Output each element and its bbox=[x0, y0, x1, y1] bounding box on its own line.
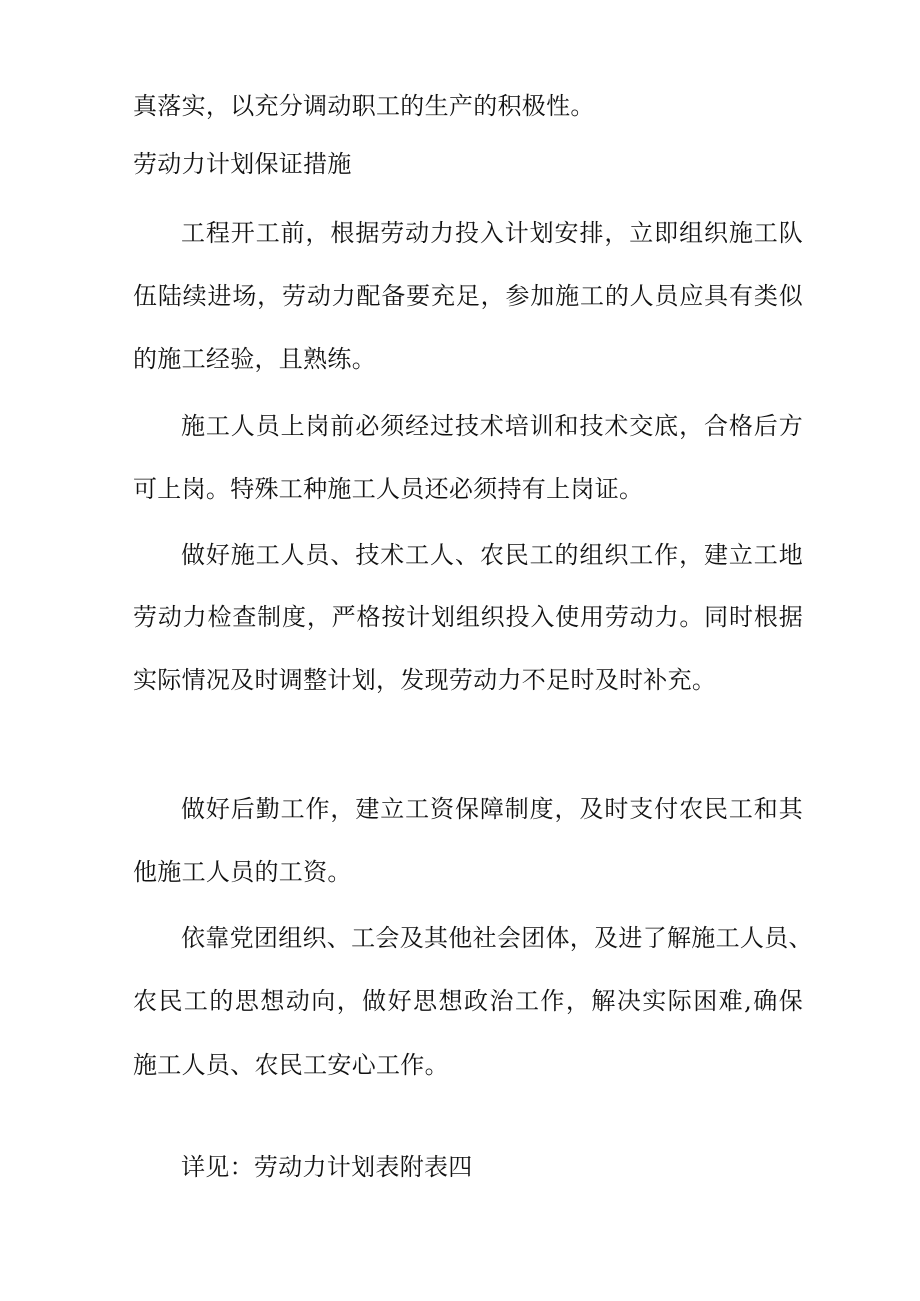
paragraph-3-line-2: 劳动力检查制度，严格按计划组织投入使用劳动力。同时根据 bbox=[133, 603, 803, 631]
reference-line: 详见：劳动力计划表附表四 bbox=[181, 1153, 473, 1181]
paragraph-2-line-1: 施工人员上岗前必须经过技术培训和技术交底，合格后方 bbox=[181, 412, 803, 440]
paragraph-2-line-2: 可上岗。特殊工种施工人员还必须持有上岗证。 bbox=[133, 475, 644, 503]
section-heading: 劳动力计划保证措施 bbox=[133, 150, 352, 178]
paragraph-3-line-3: 实际情况及时调整计划，发现劳动力不足时及时补充。 bbox=[133, 666, 717, 694]
paragraph-4-line-2: 他施工人员的工资。 bbox=[133, 858, 352, 886]
paragraph-5-line-1: 依靠党团组织、工会及其他社会团体，及进了解施工人员、 bbox=[181, 924, 813, 952]
paragraph-1-line-3: 的施工经验，且熟练。 bbox=[133, 345, 376, 373]
paragraph-1-line-1: 工程开工前，根据劳动力投入计划安排，立即组织施工队 bbox=[181, 219, 803, 247]
paragraph-1-line-2: 伍陆续进场，劳动力配备要充足，参加施工的人员应具有类似 bbox=[133, 282, 803, 310]
continuation-line: 真落实，以充分调动职工的生产的积极性。 bbox=[133, 92, 595, 120]
paragraph-3-line-1: 做好施工人员、技术工人、农民工的组织工作，建立工地 bbox=[181, 541, 803, 569]
paragraph-4-line-1: 做好后勤工作，建立工资保障制度，及时支付农民工和其 bbox=[181, 795, 803, 823]
paragraph-5-line-3: 施工人员、农民工安心工作。 bbox=[133, 1051, 449, 1079]
paragraph-5-line-2: 农民工的思想动向，做好思想政治工作，解决实际困难,确保 bbox=[133, 987, 803, 1015]
